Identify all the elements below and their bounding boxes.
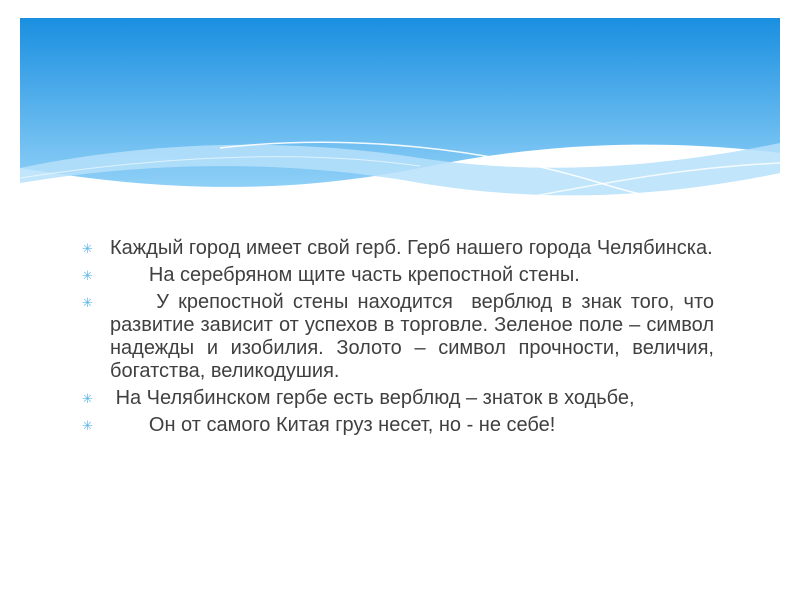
asterisk-bullet-icon: ✳ (82, 295, 93, 310)
bullet-text: На серебряном щите часть крепостной стены. (110, 264, 580, 286)
bullet-text: У крепостной стены находится верблюд в знак того, что развитие зависит от успехов в торговле. Зеленое поле – символ надежды и изобилия. Золото – символ прочности, величия, богатства, великодушия. (110, 291, 720, 382)
list-item (82, 237, 714, 260)
list-item (82, 387, 714, 410)
list-item (82, 264, 714, 287)
asterisk-bullet-icon: ✳ (82, 268, 93, 283)
list-item (82, 414, 714, 437)
bullet-text: На Челябинском гербе есть верблюд – знаток в ходьбе, (110, 387, 635, 409)
bullet-text: Он от самого Китая груз несет, но - не себе! (110, 414, 556, 436)
asterisk-bullet-icon: ✳ (82, 241, 93, 256)
header-wave-banner (20, 18, 780, 228)
asterisk-bullet-icon: ✳ (82, 418, 93, 433)
bullet-text: Каждый город имеет свой герб. Герб нашего города Челябинска. (110, 237, 713, 259)
asterisk-bullet-icon: ✳ (82, 391, 93, 406)
bullet-list (82, 237, 720, 441)
list-item (82, 291, 720, 383)
